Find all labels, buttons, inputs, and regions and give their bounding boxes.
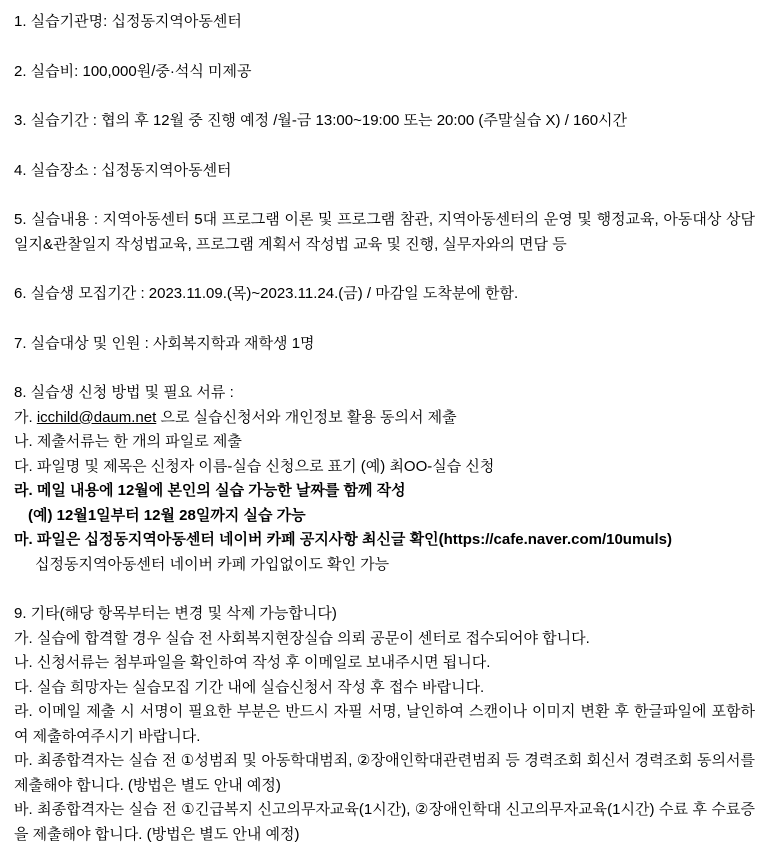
application-item-a-label: 가. [14, 408, 37, 426]
application-item-c: 다. 파일명 및 제목은 신청자 이름-실습 신청으로 표기 (예) 최OO-실습 신청 [14, 457, 495, 475]
application-item-a [14, 406, 755, 431]
section-etc [14, 602, 755, 847]
field-institution-name: 1. 실습기관명: 십정동지역아동센터 [14, 13, 242, 30]
field-practicum-contents: 5. 실습내용 : 지역아동센터 5대 프로그램 이론 및 프로그램 참관, 지역아동센터의 운영 및 행정교육, 아동대상 상담일지&관찰일지 작성법교육, 프로그램 계획서 작성법 교육 및 진행, 실무자와의 면담 등 [14, 211, 755, 253]
etc-item-b: 나. 신청서류는 첨부파일을 확인하여 작성 후 이메일로 보내주시면 됩니다. [14, 654, 491, 671]
field-practicum-location: 4. 실습장소 : 십정동지역아동센터 [14, 161, 232, 179]
field-target-headcount: 7. 실습대상 및 인원 : 사회복지학과 재학생 1명 [14, 334, 315, 352]
application-item-b: 나. 제출서류는 한 개의 파일로 제출 [14, 433, 242, 450]
application-item-a-text: 으로 실습신청서와 개인정보 활용 동의서 제출 [156, 408, 457, 426]
etc-item-f: 바. 최종합격자는 실습 전 ①긴급복지 신고의무자교육(1시간), ②장애인학대 신고의무자교육(1시간) 수료 후 수료증을 제출해야 합니다. (방법은 별도 안내 예정) [14, 801, 755, 843]
section-application-title: 8. 실습생 신청 방법 및 필요 서류 : [14, 384, 234, 401]
application-item-e-note: 십정동지역아동센터 네이버 카페 가입없이도 확인 가능 [35, 555, 390, 573]
application-item-d: 라. 메일 내용에 12월에 본인의 실습 가능한 날짜를 함께 작성 [14, 482, 406, 499]
section-application-method [14, 381, 755, 577]
application-item-d-example: (예) 12월1일부터 12월 28일까지 실습 가능 [28, 506, 306, 524]
field-practicum-period: 3. 실습기간 : 협의 후 12월 중 진행 예정 /월-금 13:00~19:00 또는 20:00 (주말실습 X) / 160시간 [14, 112, 628, 129]
etc-item-e: 마. 최종합격자는 실습 전 ①성범죄 및 아동학대범죄, ②장애인학대관련범죄 등 경력조회 회신서 경력조회 동의서를 제출해야 합니다. (방법은 별도 안내 예정) [14, 752, 755, 794]
application-item-e: 마. 파일은 십정동지역아동센터 네이버 카페 공지사항 최신글 확인(https://cafe.naver.com/10umuls) [14, 531, 672, 548]
etc-item-c: 다. 실습 희망자는 실습모집 기간 내에 실습신청서 작성 후 접수 바랍니다. [14, 678, 485, 696]
etc-item-a: 가. 실습에 합격할 경우 실습 전 사회복지현장실습 의뢰 공문이 센터로 접수되어야 합니다. [14, 629, 590, 647]
field-recruitment-period: 6. 실습생 모집기간 : 2023.11.09.(목)~2023.11.24.(금) / 마감일 도착분에 한함. [14, 285, 519, 302]
email-link[interactable]: icchild@daum.net [36, 408, 157, 426]
etc-item-d: 라. 이메일 제출 시 서명이 필요한 부분은 반드시 자필 서명, 날인하여 스캔이나 이미지 변환 후 한글파일에 포함하여 제출하여주시기 바랍니다. [14, 703, 755, 745]
field-practicum-fee: 2. 실습비: 100,000원/중·석식 미제공 [14, 62, 252, 80]
section-etc-title: 9. 기타(해당 항목부터는 변경 및 삭제 가능합니다) [14, 605, 337, 622]
